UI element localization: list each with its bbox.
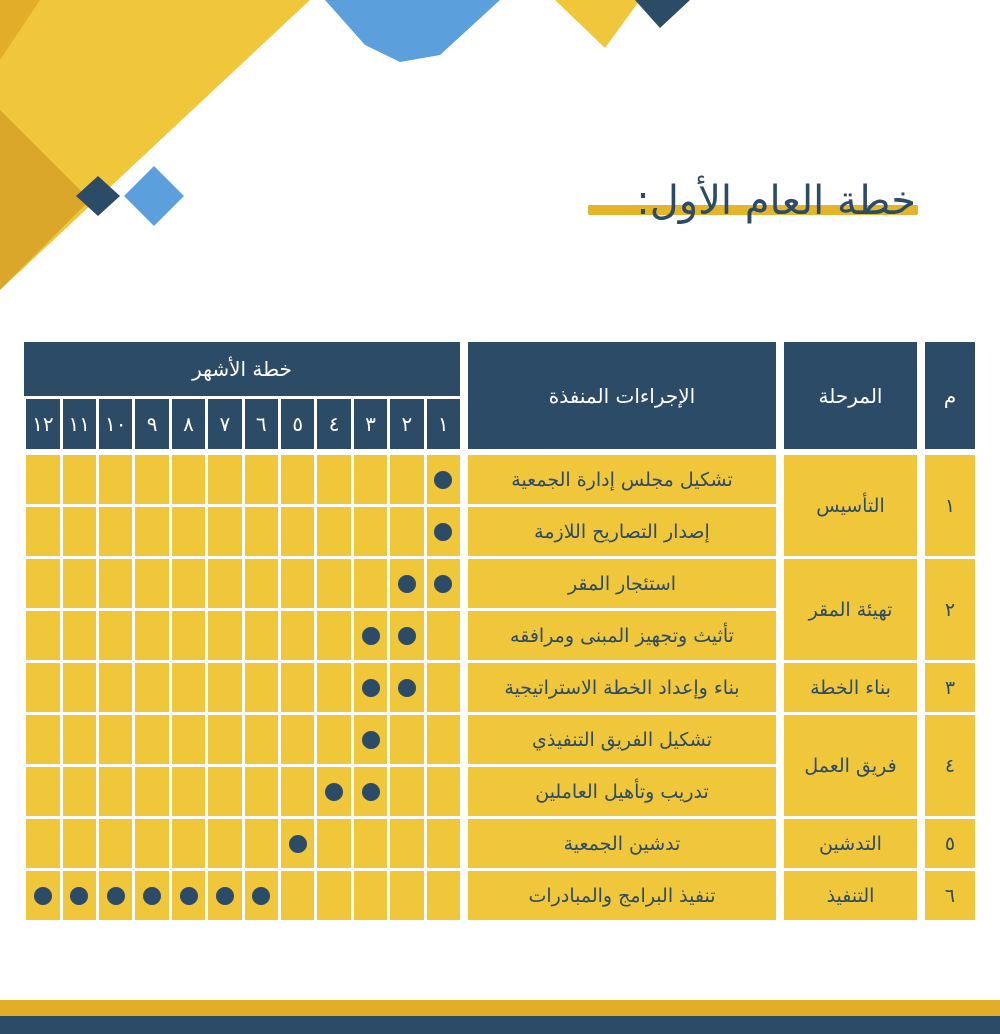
footer-gold-bar: [0, 1000, 1000, 1016]
month-cell: [281, 611, 314, 660]
footer-navy-bar: [0, 1016, 1000, 1034]
month-cell: [245, 819, 278, 868]
scheduled-dot-icon: [362, 679, 380, 697]
month-cell: [390, 559, 423, 608]
month-cell: [317, 767, 350, 816]
scheduled-dot-icon: [216, 887, 234, 905]
phase-name: فريق العمل: [784, 715, 917, 816]
month-cell: [354, 871, 387, 920]
header-month: ١: [427, 399, 460, 449]
month-cell: [63, 455, 96, 504]
header-month: ١١: [63, 399, 96, 449]
gold-band-shape: [0, 0, 310, 290]
month-cell: [172, 819, 205, 868]
month-cell: [281, 715, 314, 764]
action-cell: بناء وإعداد الخطة الاستراتيجية: [468, 663, 776, 712]
phase-index: ٦: [925, 871, 975, 920]
month-cell: [135, 455, 168, 504]
month-cell: [26, 507, 59, 556]
month-cell: [427, 663, 460, 712]
navy-top-right-shape: [635, 0, 690, 28]
month-cell: [135, 871, 168, 920]
month-cell: [208, 611, 241, 660]
month-cell: [63, 767, 96, 816]
month-cell: [63, 715, 96, 764]
header-month: ١٢: [26, 399, 59, 449]
page-title: خطة العام الأول:: [636, 178, 916, 224]
blue-diamond-icon: [124, 166, 184, 226]
scheduled-dot-icon: [70, 887, 88, 905]
month-cell: [281, 871, 314, 920]
month-cell: [317, 871, 350, 920]
action-cell: تنفيذ البرامج والمبادرات: [468, 871, 776, 920]
month-cell: [317, 715, 350, 764]
month-cell: [245, 559, 278, 608]
month-cell: [208, 663, 241, 712]
month-cell: [63, 507, 96, 556]
month-cell: [281, 455, 314, 504]
month-cell: [99, 611, 132, 660]
scheduled-dot-icon: [434, 523, 452, 541]
phase-name: التأسيس: [784, 455, 917, 556]
month-cell: [390, 611, 423, 660]
action-cell: تشكيل مجلس إدارة الجمعية: [468, 455, 776, 504]
scheduled-dot-icon: [180, 887, 198, 905]
month-cell: [317, 455, 350, 504]
action-cell: تدريب وتأهيل العاملين: [468, 767, 776, 816]
phase-name: التنفيذ: [784, 871, 917, 920]
month-cell: [427, 767, 460, 816]
scheduled-dot-icon: [289, 835, 307, 853]
month-cell: [99, 819, 132, 868]
month-cell: [390, 871, 423, 920]
month-cell: [427, 455, 460, 504]
blue-top-shape: [325, 0, 500, 62]
month-cell: [317, 611, 350, 660]
month-cell: [26, 663, 59, 712]
month-cell: [172, 767, 205, 816]
month-cell: [245, 871, 278, 920]
month-cell: [135, 767, 168, 816]
month-cell: [354, 767, 387, 816]
month-cell: [281, 767, 314, 816]
month-cell: [208, 819, 241, 868]
month-cell: [317, 559, 350, 608]
month-cell: [26, 559, 59, 608]
month-cell: [172, 507, 205, 556]
month-cell: [245, 767, 278, 816]
scheduled-dot-icon: [398, 627, 416, 645]
scheduled-dot-icon: [362, 731, 380, 749]
scheduled-dot-icon: [34, 887, 52, 905]
month-cell: [354, 819, 387, 868]
month-cell: [390, 715, 423, 764]
month-cell: [390, 507, 423, 556]
phase-index: ٤: [925, 715, 975, 816]
action-cell: تدشين الجمعية: [468, 819, 776, 868]
scheduled-dot-icon: [362, 627, 380, 645]
month-cell: [427, 611, 460, 660]
month-cell: [390, 767, 423, 816]
header-month: ٩: [135, 399, 168, 449]
action-cell: إصدار التصاريح اللازمة: [468, 507, 776, 556]
scheduled-dot-icon: [362, 783, 380, 801]
month-cell: [63, 871, 96, 920]
header-months-plan: خطة الأشهر: [24, 342, 460, 396]
month-cell: [208, 715, 241, 764]
month-cell: [172, 455, 205, 504]
month-cell: [135, 819, 168, 868]
month-cell: [354, 559, 387, 608]
month-cell: [281, 507, 314, 556]
header-month: ١٠: [99, 399, 132, 449]
month-cell: [26, 715, 59, 764]
header-month: ٣: [354, 399, 387, 449]
scheduled-dot-icon: [398, 575, 416, 593]
header-month: ٨: [172, 399, 205, 449]
month-cell: [208, 871, 241, 920]
month-cell: [281, 663, 314, 712]
month-cell: [63, 663, 96, 712]
month-cell: [172, 663, 205, 712]
month-cell: [390, 663, 423, 712]
decorative-shapes: [0, 0, 1000, 300]
phase-index: ٢: [925, 559, 975, 660]
month-cell: [172, 559, 205, 608]
month-cell: [172, 871, 205, 920]
action-cell: تشكيل الفريق التنفيذي: [468, 715, 776, 764]
month-cell: [99, 715, 132, 764]
phase-name: تهيئة المقر: [784, 559, 917, 660]
header-index: م: [925, 342, 975, 449]
month-cell: [354, 507, 387, 556]
month-cell: [245, 715, 278, 764]
month-cell: [99, 871, 132, 920]
month-cell: [245, 611, 278, 660]
month-cell: [135, 507, 168, 556]
month-cell: [99, 663, 132, 712]
month-cell: [354, 715, 387, 764]
month-cell: [427, 871, 460, 920]
month-cell: [63, 559, 96, 608]
month-cell: [135, 663, 168, 712]
month-cell: [26, 455, 59, 504]
header-month: ٦: [245, 399, 278, 449]
month-cell: [99, 559, 132, 608]
month-cell: [427, 507, 460, 556]
month-cell: [26, 819, 59, 868]
month-cell: [245, 455, 278, 504]
month-cell: [427, 559, 460, 608]
month-cell: [317, 663, 350, 712]
month-cell: [135, 559, 168, 608]
header-month: ٥: [281, 399, 314, 449]
scheduled-dot-icon: [107, 887, 125, 905]
month-cell: [245, 507, 278, 556]
phase-name: بناء الخطة: [784, 663, 917, 712]
month-cell: [63, 611, 96, 660]
month-cell: [63, 819, 96, 868]
month-cell: [26, 767, 59, 816]
scheduled-dot-icon: [434, 471, 452, 489]
month-cell: [99, 455, 132, 504]
month-cell: [317, 819, 350, 868]
scheduled-dot-icon: [325, 783, 343, 801]
scheduled-dot-icon: [252, 887, 270, 905]
month-cell: [26, 871, 59, 920]
month-cell: [317, 507, 350, 556]
month-cell: [281, 819, 314, 868]
month-cell: [281, 559, 314, 608]
month-cell: [172, 715, 205, 764]
month-cell: [390, 455, 423, 504]
header-phase: المرحلة: [784, 342, 917, 449]
month-cell: [208, 767, 241, 816]
month-cell: [354, 663, 387, 712]
month-cell: [354, 455, 387, 504]
phase-index: ١: [925, 455, 975, 556]
header-month: ٧: [208, 399, 241, 449]
month-cell: [208, 559, 241, 608]
month-cell: [208, 507, 241, 556]
month-cell: [427, 715, 460, 764]
month-cell: [26, 611, 59, 660]
header-month: ٢: [390, 399, 423, 449]
phase-index: ٥: [925, 819, 975, 868]
action-cell: تأثيث وتجهيز المبنى ومرافقه: [468, 611, 776, 660]
month-cell: [208, 455, 241, 504]
phase-name: التدشين: [784, 819, 917, 868]
scheduled-dot-icon: [398, 679, 416, 697]
header-month: ٤: [317, 399, 350, 449]
month-cell: [99, 507, 132, 556]
phase-index: ٣: [925, 663, 975, 712]
month-cell: [172, 611, 205, 660]
month-cell: [135, 715, 168, 764]
month-cell: [390, 819, 423, 868]
scheduled-dot-icon: [434, 575, 452, 593]
month-cell: [245, 663, 278, 712]
month-cell: [427, 819, 460, 868]
header-actions: الإجراءات المنفذة: [468, 342, 776, 449]
action-cell: استئجار المقر: [468, 559, 776, 608]
month-cell: [354, 611, 387, 660]
month-cell: [99, 767, 132, 816]
gold-top-right-shape: [555, 0, 640, 48]
month-cell: [135, 611, 168, 660]
scheduled-dot-icon: [143, 887, 161, 905]
